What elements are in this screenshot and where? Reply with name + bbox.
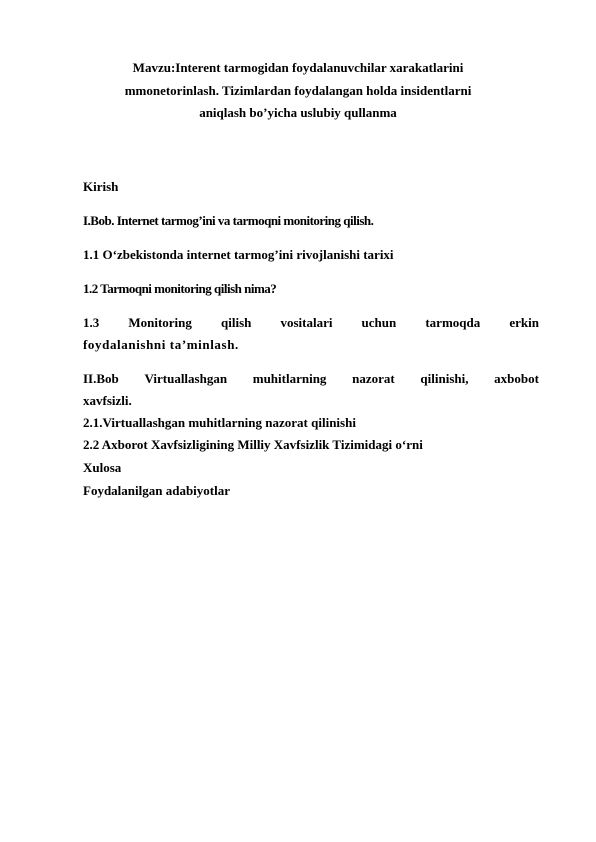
toc-word: uchun [361,315,397,330]
toc-item-section-1-2: 1.2 Tarmoqni monitoring qilish nima? [83,281,277,296]
title-line-1: Mavzu:Interent tarmogidan foydalanuvchilar xarakatlarini [132,60,464,75]
toc-word: Monitoring [128,315,192,330]
document-title [84,57,512,125]
toc-item-section-2-1: 2.1.Virtuallashgan muhitlarning nazorat qilinishi [83,415,356,430]
toc-item-chapter-1: I.Bob. Internet tarmog’ini va tarmoqni monitoring qilish. [83,213,374,228]
toc-word: axbobot [494,371,539,386]
toc-item-chapter-2-cont: xavfsizli. [83,393,132,408]
toc-word: nazorat [352,371,395,386]
toc-word: 1.3 [83,315,100,330]
toc-item-kirish: Kirish [83,179,119,194]
toc-word: qilinishi, [420,371,469,386]
toc-word: erkin [509,315,539,330]
toc-item-adabiyotlar: Foydalanilgan adabiyotlar [83,483,230,498]
toc-word: vositalari [280,315,333,330]
toc-item-chapter-2 [83,370,539,388]
toc-word: tarmoqda [425,315,481,330]
toc-word: Virtuallashgan [144,371,228,386]
toc-item-section-2-2: 2.2 Axborot Xavfsizligining Milliy Xavfsizlik Tizimidagi o‘rni [83,437,423,452]
toc-word: II.Bob [83,371,119,386]
title-line-3: aniqlash bo’yicha uslubiy qullanma [199,105,397,120]
toc-item-section-1-3 [83,314,539,332]
toc-item-section-1-1: 1.1 O‘zbekistonda internet tarmog’ini rivojlanishi tarixi [83,247,394,262]
toc-word: qilish [221,315,252,330]
toc-word: muhitlarning [252,371,327,386]
toc-item-section-1-3-cont: foydalanishni ta’minlash. [83,337,239,352]
title-line-2: mmonetorinlash. Tizimlardan foydalangan holda insidentlarni [124,82,472,98]
toc-item-xulosa: Xulosa [83,460,122,475]
